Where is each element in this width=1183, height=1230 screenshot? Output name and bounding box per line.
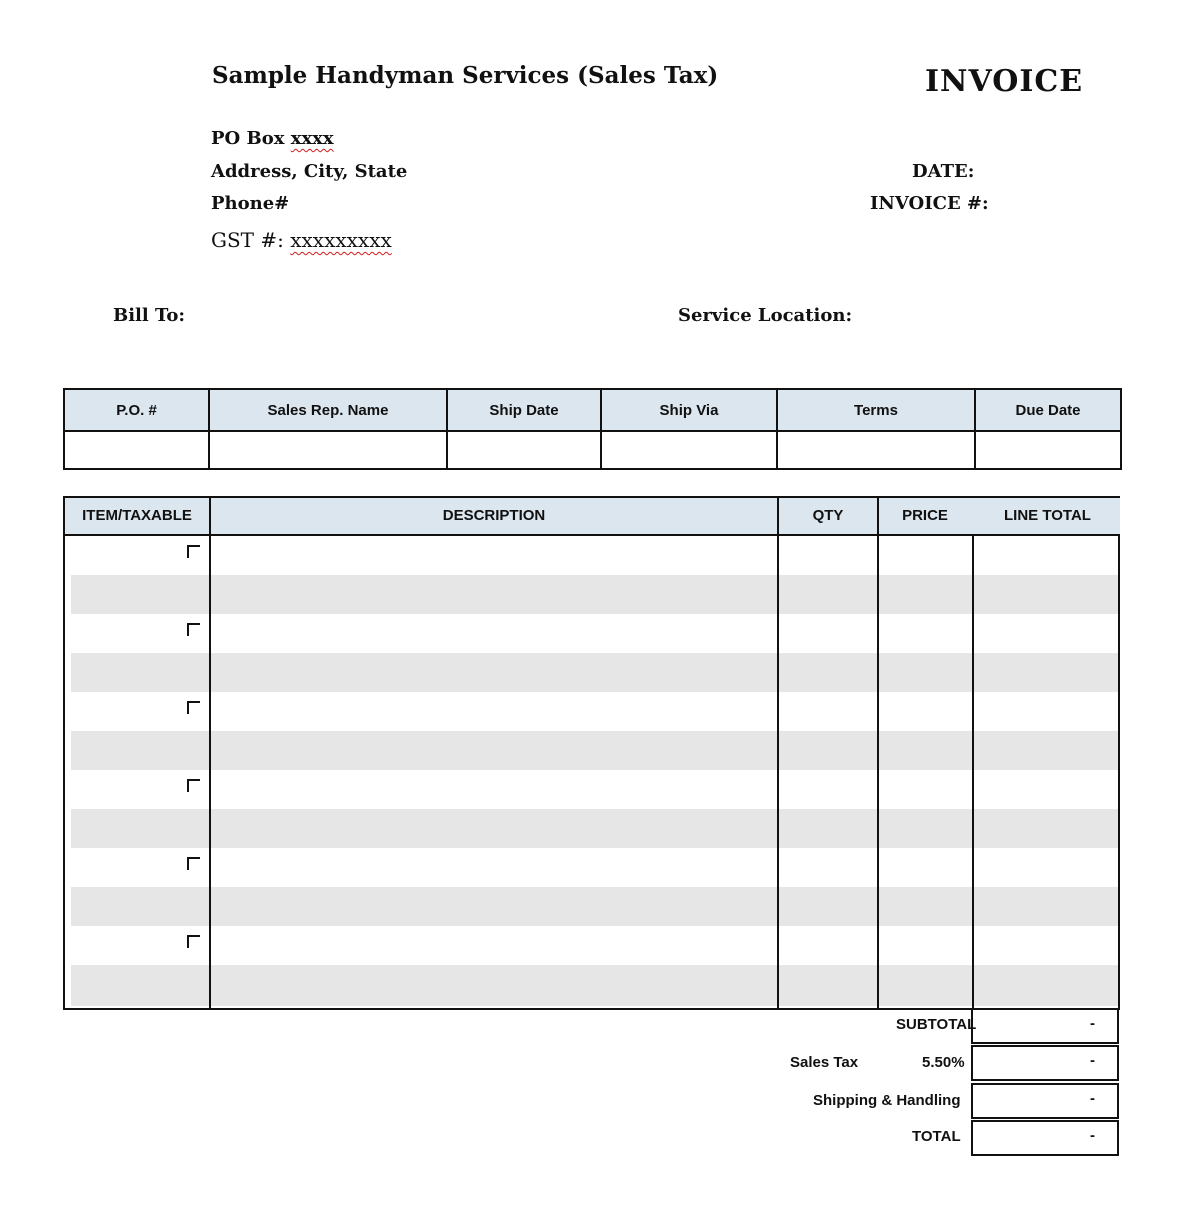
header-sales-rep: Sales Rep. Name — [209, 389, 447, 431]
item-row-shaded[interactable] — [71, 575, 1118, 614]
shipping-value: - — [1090, 1090, 1095, 1107]
order-info-value-row — [64, 431, 1121, 469]
header-qty: QTY — [812, 507, 844, 524]
sales-rep-cell[interactable] — [209, 431, 447, 469]
taxable-checkbox[interactable] — [187, 545, 200, 558]
bill-to-label: Bill To: — [113, 305, 185, 326]
column-divider — [877, 498, 879, 1008]
item-row-shaded[interactable] — [71, 809, 1118, 848]
column-divider — [972, 536, 974, 1008]
taxable-checkbox[interactable] — [187, 779, 200, 792]
po-box-line — [211, 128, 334, 149]
terms-cell[interactable] — [777, 431, 975, 469]
taxable-checkbox[interactable] — [187, 935, 200, 948]
po-number-cell[interactable] — [64, 431, 209, 469]
item-row-shaded[interactable] — [71, 965, 1118, 1006]
shipping-label: Shipping & Handling — [813, 1092, 961, 1109]
company-phone: Phone# — [211, 193, 290, 214]
item-row[interactable] — [71, 770, 1118, 809]
header-item-taxable: ITEM/TAXABLE — [82, 507, 192, 524]
invoice-number-label: INVOICE #: — [870, 193, 989, 214]
taxable-checkbox[interactable] — [187, 623, 200, 636]
taxable-checkbox[interactable] — [187, 701, 200, 714]
gst-value: xxxxxxxxx — [290, 228, 392, 252]
total-value: - — [1090, 1127, 1095, 1144]
service-location-label: Service Location: — [678, 305, 853, 326]
po-box-label: PO Box — [211, 128, 285, 149]
subtotal-label: SUBTOTAL — [896, 1016, 977, 1033]
item-row[interactable] — [71, 692, 1118, 731]
header-po-number: P.O. # — [64, 389, 209, 431]
header-ship-date: Ship Date — [447, 389, 601, 431]
company-name: Sample Handyman Services (Sales Tax) — [212, 62, 719, 89]
sales-tax-label: Sales Tax — [790, 1054, 859, 1071]
header-terms: Terms — [777, 389, 975, 431]
document-title: INVOICE — [925, 64, 1084, 99]
items-header-row — [65, 498, 1120, 536]
sales-tax-box[interactable] — [971, 1045, 1119, 1081]
order-info-header-row — [64, 389, 1121, 431]
item-row[interactable] — [71, 614, 1118, 653]
gst-label: GST #: — [211, 228, 284, 252]
item-row-shaded[interactable] — [71, 731, 1118, 770]
due-date-cell[interactable] — [975, 431, 1121, 469]
taxable-checkbox[interactable] — [187, 857, 200, 870]
item-row-shaded[interactable] — [71, 653, 1118, 692]
date-label: DATE: — [912, 161, 975, 182]
subtotal-box[interactable] — [971, 1008, 1119, 1044]
order-info-table — [63, 388, 1122, 470]
header-price: PRICE — [902, 507, 948, 524]
items-table — [63, 496, 1120, 1010]
item-row-shaded[interactable] — [71, 887, 1118, 926]
item-row[interactable] — [71, 926, 1118, 965]
column-divider — [777, 498, 779, 1008]
column-divider — [209, 498, 211, 1008]
total-box[interactable] — [971, 1120, 1119, 1156]
total-label: TOTAL — [912, 1128, 961, 1145]
sales-tax-value: - — [1090, 1052, 1095, 1069]
header-due-date: Due Date — [975, 389, 1121, 431]
shipping-box[interactable] — [971, 1083, 1119, 1119]
header-ship-via: Ship Via — [601, 389, 777, 431]
sales-tax-rate: 5.50% — [922, 1054, 965, 1071]
header-line-total: LINE TOTAL — [1004, 507, 1091, 524]
ship-date-cell[interactable] — [447, 431, 601, 469]
subtotal-value: - — [1090, 1015, 1095, 1032]
gst-line — [211, 228, 392, 252]
header-description: DESCRIPTION — [442, 507, 546, 524]
column-divider — [1118, 536, 1120, 1008]
company-address: Address, City, State — [211, 161, 408, 182]
item-row[interactable] — [71, 848, 1118, 887]
po-box-value: xxxx — [290, 128, 334, 149]
ship-via-cell[interactable] — [601, 431, 777, 469]
item-row[interactable] — [71, 536, 1118, 575]
